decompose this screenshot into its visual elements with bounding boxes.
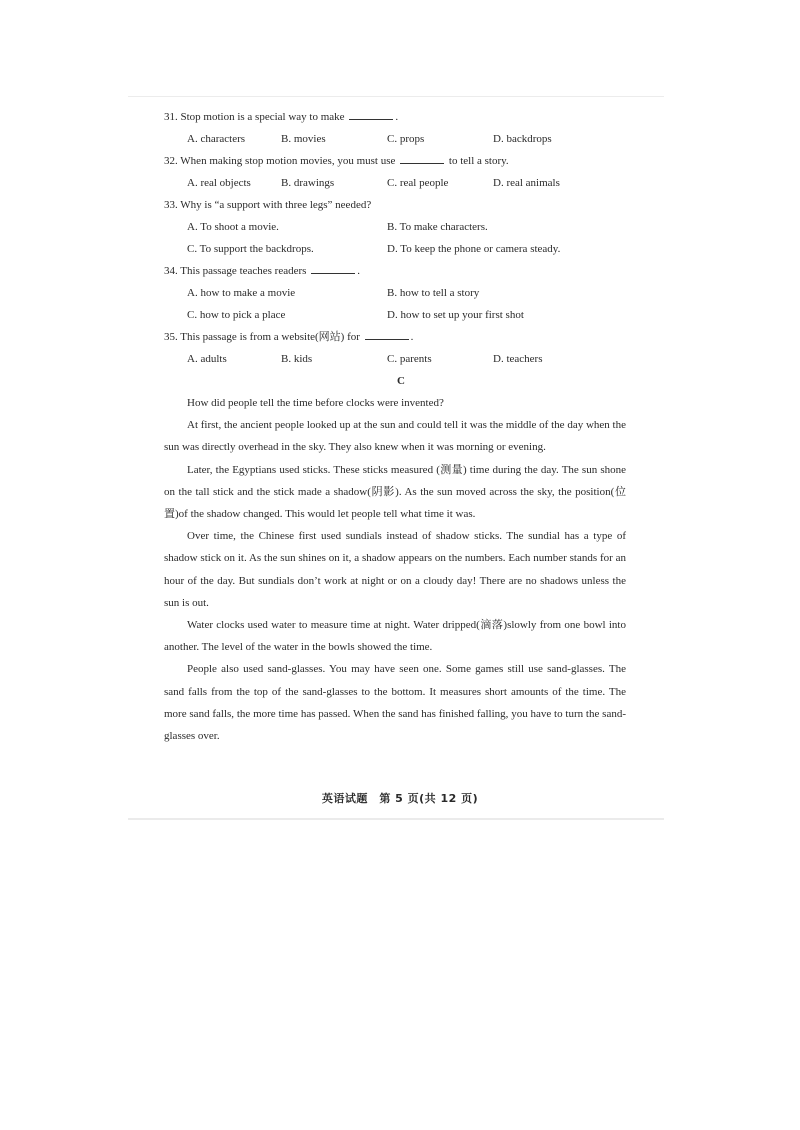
option-b: B. kids	[281, 353, 313, 365]
question-32	[164, 150, 626, 194]
section-heading: C	[397, 375, 405, 387]
passage-paragraph: How did people tell the time before clocks were invented?	[187, 397, 444, 409]
question-stem	[164, 150, 626, 172]
options-row	[164, 304, 626, 326]
option-a: A. To shoot a movie.	[187, 221, 279, 233]
stem-text: 31. Stop motion is a special way to make	[164, 111, 345, 123]
option-c: C. parents	[387, 353, 432, 365]
answer-blank	[365, 330, 409, 340]
options-row	[164, 282, 626, 304]
answer-blank	[349, 110, 393, 120]
option-b: B. drawings	[281, 177, 335, 189]
option-c: C. props	[387, 133, 425, 145]
question-stem	[164, 194, 626, 216]
option-d: D. teachers	[493, 353, 543, 365]
stem-text: 33. Why is “a support with three legs” needed?	[164, 199, 372, 211]
stem-tail: .	[357, 265, 360, 277]
option-a: A. adults	[187, 353, 227, 365]
reading-passage	[164, 392, 626, 747]
page-footer: 英语试题 第 5 页(共 12 页)	[321, 792, 479, 805]
option-b: B. movies	[281, 133, 326, 145]
options-row	[164, 128, 626, 150]
option-d: D. backdrops	[493, 133, 552, 145]
option-c: C. To support the backdrops.	[187, 243, 314, 255]
stem-tail: .	[395, 111, 399, 123]
page-bottom-border	[128, 818, 664, 820]
passage-paragraph: Water clocks used water to measure time at night. Water dripped(滴落)slowly from one bowl into another. The level of the water in the bowls showed the time.	[164, 619, 626, 654]
question-33	[164, 194, 626, 260]
answer-blank	[400, 154, 444, 164]
stem-text: 34. This passage teaches readers	[164, 265, 307, 277]
stem-text: 32. When making stop motion movies, you must use	[164, 155, 396, 167]
passage-paragraph: At first, the ancient people looked up at the sun and could tell it was the middle of the day when the sun was directly overhead in the sky. They also knew when it was morning or evening.	[164, 419, 626, 454]
question-35	[164, 326, 626, 370]
passage-paragraph: People also used sand-glasses. You may have seen one. Some games still use sand-glasses. The sand falls from the top of the sand-glasses to the bottom. It measures short amounts of the time. The more sand falls, the more time has passed. When the sand has finished falling, you have to turn the sand-glasses over.	[164, 663, 626, 743]
page-top-border	[128, 96, 664, 97]
options-row	[164, 348, 626, 370]
question-stem	[164, 326, 626, 348]
stem-tail: .	[410, 331, 414, 343]
passage-paragraph: Later, the Egyptians used sticks. These sticks measured (测量) time during the day. The sun shone on the tall stick and the stick made a shadow(阴影). As the sun moved across the sky, the position(位置)of the shadow changed. This would let people tell what time it was.	[164, 463, 626, 521]
question-stem	[164, 106, 626, 128]
option-a: A. real objects	[187, 177, 251, 189]
option-c: C. real people	[387, 177, 449, 189]
options-row	[164, 216, 626, 238]
option-b: B. To make characters.	[387, 221, 488, 233]
question-stem	[164, 260, 626, 282]
option-b: B. how to tell a story	[387, 287, 480, 299]
stem-text: 35. This passage is from a website(网站) for	[164, 331, 360, 343]
option-a: A. how to make a movie	[187, 287, 296, 299]
option-c: C. how to pick a place	[187, 309, 286, 321]
option-d: D. To keep the phone or camera steady.	[387, 243, 561, 255]
options-row	[164, 238, 626, 260]
question-34	[164, 260, 626, 326]
option-d: D. real animals	[493, 177, 560, 189]
options-row	[164, 172, 626, 194]
exam-page	[164, 106, 626, 747]
stem-tail: to tell a story.	[448, 155, 509, 167]
option-d: D. how to set up your first shot	[387, 309, 524, 321]
answer-blank	[311, 264, 355, 274]
option-a: A. characters	[187, 133, 246, 145]
question-31	[164, 106, 626, 150]
passage-paragraph: Over time, the Chinese first used sundials instead of shadow sticks. The sundial has a type of shadow stick on it. As the sun shines on it, a shadow appears on the numbers. Each number stands for an hour of the day. But sundials don’t work at night or on a cloudy day! There are no shadows unless the sun is out.	[164, 530, 626, 609]
